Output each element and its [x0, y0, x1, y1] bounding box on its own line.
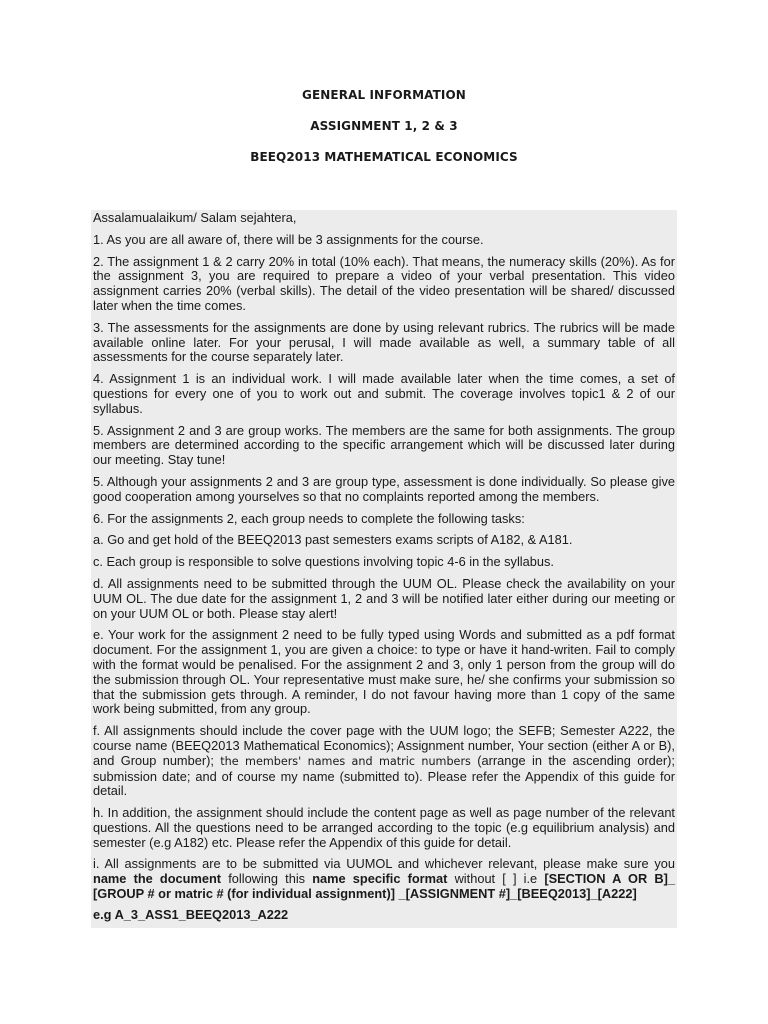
- paragraph-f-part-1: f. All assignments should include the cover page with the UUM logo; the SEFB; Semester A222, the course name (BEEQ2013 Mathematical Economics); Assignment number, Your section (either A or B), and Group number);: [93, 723, 675, 768]
- paragraph-5-assessment: 5. Although your assignments 2 and 3 are group type, assessment is done individually. So please give good cooperation among yourselves so that no complaints reported among the members.: [93, 473, 675, 504]
- paragraph-3: 3. The assessments for the assignments are done by using relevant rubrics. The rubrics will be made available online later. For your perusal, I will made available as well, a summary table of all assessments for the course separately later.: [93, 319, 675, 365]
- paragraph-i-part-3: following this: [221, 871, 313, 887]
- paragraph-c: c. Each group is responsible to solve questions involving topic 4-6 in the syllabus.: [93, 554, 554, 570]
- paragraph-i-format-pattern: [SECTION A OR B]_ [GROUP # or matric # (for individual assignment)] _[ASSIGNMENT #]_[BEEQ2013]_[A222]: [93, 871, 676, 902]
- paragraph-6: 6. For the assignments 2, each group needs to complete the following tasks:: [93, 510, 525, 526]
- paragraph-i-name-document: name the document: [93, 871, 222, 887]
- heading-course: BEEQ2013 MATHEMATICAL ECONOMICS: [250, 150, 518, 164]
- paragraph-h: h. In addition, the assignment should include the content page as well as page number of the relevant questions. All the questions need to be arranged according to the topic (e.g equilibrium analysis) and semester (e.g A182) etc. Please refer the Appendix of this guide for detail.: [93, 805, 675, 850]
- heading-assignment: ASSIGNMENT 1, 2 & 3: [310, 119, 458, 133]
- greeting: Assalamualaikum/ Salam sejahtera,: [93, 210, 297, 225]
- paragraph-i-part-5: without [ ] i.e: [447, 871, 545, 887]
- paragraph-e: e. Your work for the assignment 2 need to be fully typed using Words and submitted as a pdf format document. For the assignment 1, you are given a choice: to type or have it hand-writen. Fail to comply with the format would be penalised. For the assignment 2 and 3, only 1 person from the group will do the submission through OL. Your representative must make sure, he/ she confirms your submission so that the submission gets through. A reminder, I do not favour having more than 1 copy of the same work being submitted, from any group.: [93, 627, 675, 717]
- paragraph-4: 4. Assignment 1 is an individual work. I will made available later when the time comes, a set of questions for every one of you to work out and submit. The coverage involves topic1 & 2 of our syllabus.: [93, 371, 675, 416]
- paragraph-i-name-format: name specific format: [312, 871, 448, 887]
- paragraph-1: 1. As you are all aware of, there will be 3 assignments for the course.: [93, 231, 484, 247]
- paragraph-a: a. Go and get hold of the BEEQ2013 past semesters exams scripts of A182, & A181.: [93, 532, 573, 548]
- paragraph-i-part-1: i. All assignments are to be submitted via UUMOL and whichever relevant, please make sure you: [93, 856, 675, 872]
- body-text-box: [91, 210, 677, 928]
- paragraph-2: 2. The assignment 1 & 2 carry 20% in total (10% each). That means, the numeracy skills (20%). As for the assignment 3, you are required to prepare a video of your verbal presentation. This video assignment carries 20% (verbal skills). The detail of the video presentation will be shared/ discussed later when the time comes.: [93, 253, 675, 313]
- paragraph-f: [93, 724, 675, 799]
- example-filename: e.g A_3_ASS1_BEEQ2013_A222: [93, 906, 289, 922]
- paragraph-i: [93, 857, 675, 901]
- paragraph-f-part-3: (arrange in the ascending order); submission date; and of course my name (submitted to). Please refer the Appendix of this guide for detail.: [93, 752, 675, 799]
- paragraph-f-members: the members' names and matric numbers: [213, 754, 471, 768]
- paragraph-5-group-works: 5. Assignment 2 and 3 are group works. The members are the same for both assignments. The group members are determined according to the specific arrangement which will be discussed later during our meeting. Stay tune!: [93, 422, 675, 468]
- paragraph-d: d. All assignments need to be submitted through the UUM OL. Please check the availability on your UUM OL. The due date for the assignment 1, 2 and 3 will be notified later either during our meeting or on your UUM OL or both. Please stay alert!: [93, 575, 675, 621]
- heading-general-information: GENERAL INFORMATION: [302, 88, 466, 102]
